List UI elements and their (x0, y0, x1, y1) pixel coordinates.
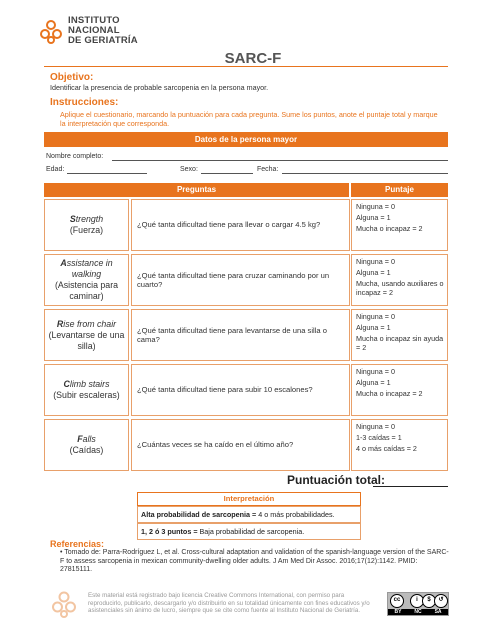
interpretation-high[interactable]: Alta probabilidad de sarcopenia = 4 o más probabilidades. (137, 506, 361, 523)
question-text: ¿Qué tanta dificultad tiene para subir 10 escalones? (131, 364, 350, 416)
references-text: • Tomado de: Parra-Rodríguez L, et al. Cross-cultural adaptation and validation of the spanish-language version of the SARC-F to assess sarcopenia in mexican community-dwelling older adults. J Am Med Dir Assoc. 2016;17(12):1142. PMID: 27815111. (60, 549, 449, 573)
item-name: Rise from chair (Levantarse de una silla) (44, 309, 129, 361)
question-text: ¿Qué tanta dificultad tiene para llevar o cargar 4.5 kg? (131, 199, 350, 251)
instructions-text: Aplique el cuestionario, marcando la puntuación para cada pregunta. Sume los puntos, anote el puntaje total y marque la interpretación que corresponda. (60, 110, 438, 128)
header (38, 14, 468, 74)
total-score-field[interactable] (373, 486, 448, 487)
name-label: Nombre completo: (46, 153, 104, 160)
table-row (44, 309, 448, 363)
date-field[interactable] (282, 173, 448, 174)
objective-text: Identificar la presencia de probable sarcopenia en la persona mayor. (50, 83, 269, 92)
interpretation-header: Interpretación (137, 492, 361, 506)
question-text: ¿Qué tanta dificultad tiene para cruzar caminando por un cuarto? (131, 254, 350, 306)
date-label: Fecha: (257, 166, 279, 173)
age-label: Edad: (46, 166, 65, 173)
cc-icon: cc (390, 594, 404, 608)
instructions-label: Instrucciones: (50, 97, 119, 108)
sharealike-icon: ↺ (434, 594, 448, 608)
questions-column-header: Preguntas (44, 183, 349, 197)
creative-commons-badge: cc i $ ↺ BY NC SA (387, 592, 449, 616)
item-name: Climb stairs (Subir escaleras) (44, 364, 129, 416)
name-field[interactable] (112, 160, 448, 161)
score-options[interactable]: Ninguna = 0 Alguna = 1 Mucha o incapaz = 2 (351, 199, 448, 251)
table-row (44, 199, 448, 253)
question-text: ¿Qué tanta dificultad tiene para levantarse de una silla o cama? (131, 309, 350, 361)
interpretation-low[interactable]: 1, 2 ó 3 puntos = Baja probabilidad de sarcopenia. (137, 523, 361, 540)
references-label: Referencias: (50, 539, 105, 549)
attribution-icon: i (410, 594, 424, 608)
question-text: ¿Cuántas veces se ha caído en el último año? (131, 419, 350, 471)
document-title: SARC-F (224, 50, 282, 67)
total-score-label: Puntuación total: (287, 473, 385, 487)
institute-watermark-icon (50, 590, 78, 618)
noncommercial-icon: $ (422, 594, 436, 608)
score-options[interactable]: Ninguna = 0 Alguna = 1 Mucha o incapaz sin ayuda = 2 (351, 309, 448, 361)
person-data-band: Datos de la persona mayor (44, 132, 448, 147)
score-options[interactable]: Ninguna = 0 1-3 caídas = 1 4 o más caídas = 2 (351, 419, 448, 471)
institute-logo-icon (38, 18, 64, 44)
objective-label: Objetivo: (50, 72, 94, 83)
table-row (44, 254, 448, 308)
divider (44, 66, 448, 67)
logo-text: INSTITUTO NACIONAL DE GERIATRÍA (68, 15, 138, 46)
score-options[interactable]: Ninguna = 0 Alguna = 1 Mucha, usando auxiliares o incapaz = 2 (351, 254, 448, 306)
score-column-header: Puntaje (351, 183, 448, 197)
table-row (44, 364, 448, 418)
age-field[interactable] (67, 173, 147, 174)
sex-label: Sexo: (180, 166, 198, 173)
sex-field[interactable] (201, 173, 253, 174)
item-name: Strength (Fuerza) (44, 199, 129, 251)
table-row (44, 419, 448, 473)
score-options[interactable]: Ninguna = 0 Alguna = 1 Mucha o incapaz = 2 (351, 364, 448, 416)
item-name: Falls (Caídas) (44, 419, 129, 471)
item-name: Assistance in walking (Asistencia para caminar) (44, 254, 129, 306)
license-text: Este material está registrado bajo licencia Creative Commons International, con permiso para reproducirlo, publicarlo, descargarlo y/o distribuirlo en su totalidad únicamente con fines educativos y/o asistenciales sin ánimo de lucro, siempre que se cite como fuente al Instituto Nacional de Geriatría. (88, 592, 370, 614)
